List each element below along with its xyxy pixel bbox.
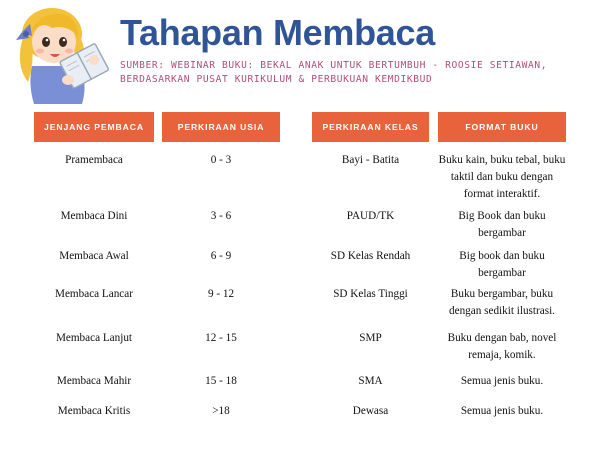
cell-usia: >18	[212, 405, 230, 417]
cell-jenjang: Membaca Awal	[59, 250, 129, 262]
cell-jenjang: Membaca Dini	[60, 210, 128, 222]
cell-jenjang: Membaca Lancar	[55, 288, 133, 300]
cell-format: Big book dan buku bergambar	[459, 250, 545, 279]
cell-usia: 12 - 15	[205, 332, 237, 344]
cell-format: Buku dengan bab, novel remaja, komik.	[447, 332, 557, 361]
cell-format: Semua jenis buku.	[460, 405, 544, 417]
cell-kelas: SMA	[358, 375, 383, 387]
cell-kelas: SD Kelas Rendah	[330, 250, 411, 262]
cell-jenjang: Pramembaca	[65, 154, 123, 166]
cell-usia: 15 - 18	[205, 375, 237, 387]
cell-kelas: PAUD/TK	[346, 210, 395, 222]
header-jenjang-pembaca: JENJANG PEMBACA	[34, 112, 154, 142]
page-title: Tahapan Membaca	[120, 12, 435, 53]
source-caption: SUMBER: WEBINAR BUKU: BEKAL ANAK UNTUK BERTUMBUH - ROOSIE SETIAWAN, BERDASARKAN PUSAT KURIKULUM & PERBUKUAN KEMDIKBUD	[120, 60, 548, 85]
cell-jenjang: Membaca Kritis	[57, 405, 131, 417]
cell-format: Semua jenis buku.	[460, 375, 544, 387]
header-perkiraan-usia: PERKIRAAN USIA	[162, 112, 280, 142]
cell-usia: 6 - 9	[210, 250, 232, 262]
cell-kelas: SD Kelas Tinggi	[333, 288, 408, 300]
cell-usia: 0 - 3	[210, 154, 232, 166]
cell-kelas: SMP	[359, 332, 382, 344]
header-format-buku: FORMAT BUKU	[438, 112, 566, 142]
cell-kelas: Bayi - Batita	[341, 154, 400, 166]
header-perkiraan-kelas: PERKIRAAN KELAS	[312, 112, 429, 142]
cell-format: Buku kain, buku tebal, buku taktil dan buku dengan format interaktif.	[438, 154, 566, 200]
cell-usia: 3 - 6	[210, 210, 232, 222]
cell-kelas: Dewasa	[352, 405, 389, 417]
cell-jenjang: Membaca Mahir	[56, 375, 132, 387]
cell-format: Big Book dan buku bergambar	[458, 210, 546, 239]
cell-jenjang: Membaca Lanjut	[55, 332, 133, 344]
cell-format: Buku bergambar, buku dengan sedikit ilustrasi.	[449, 288, 555, 317]
cell-usia: 9 - 12	[207, 288, 235, 300]
